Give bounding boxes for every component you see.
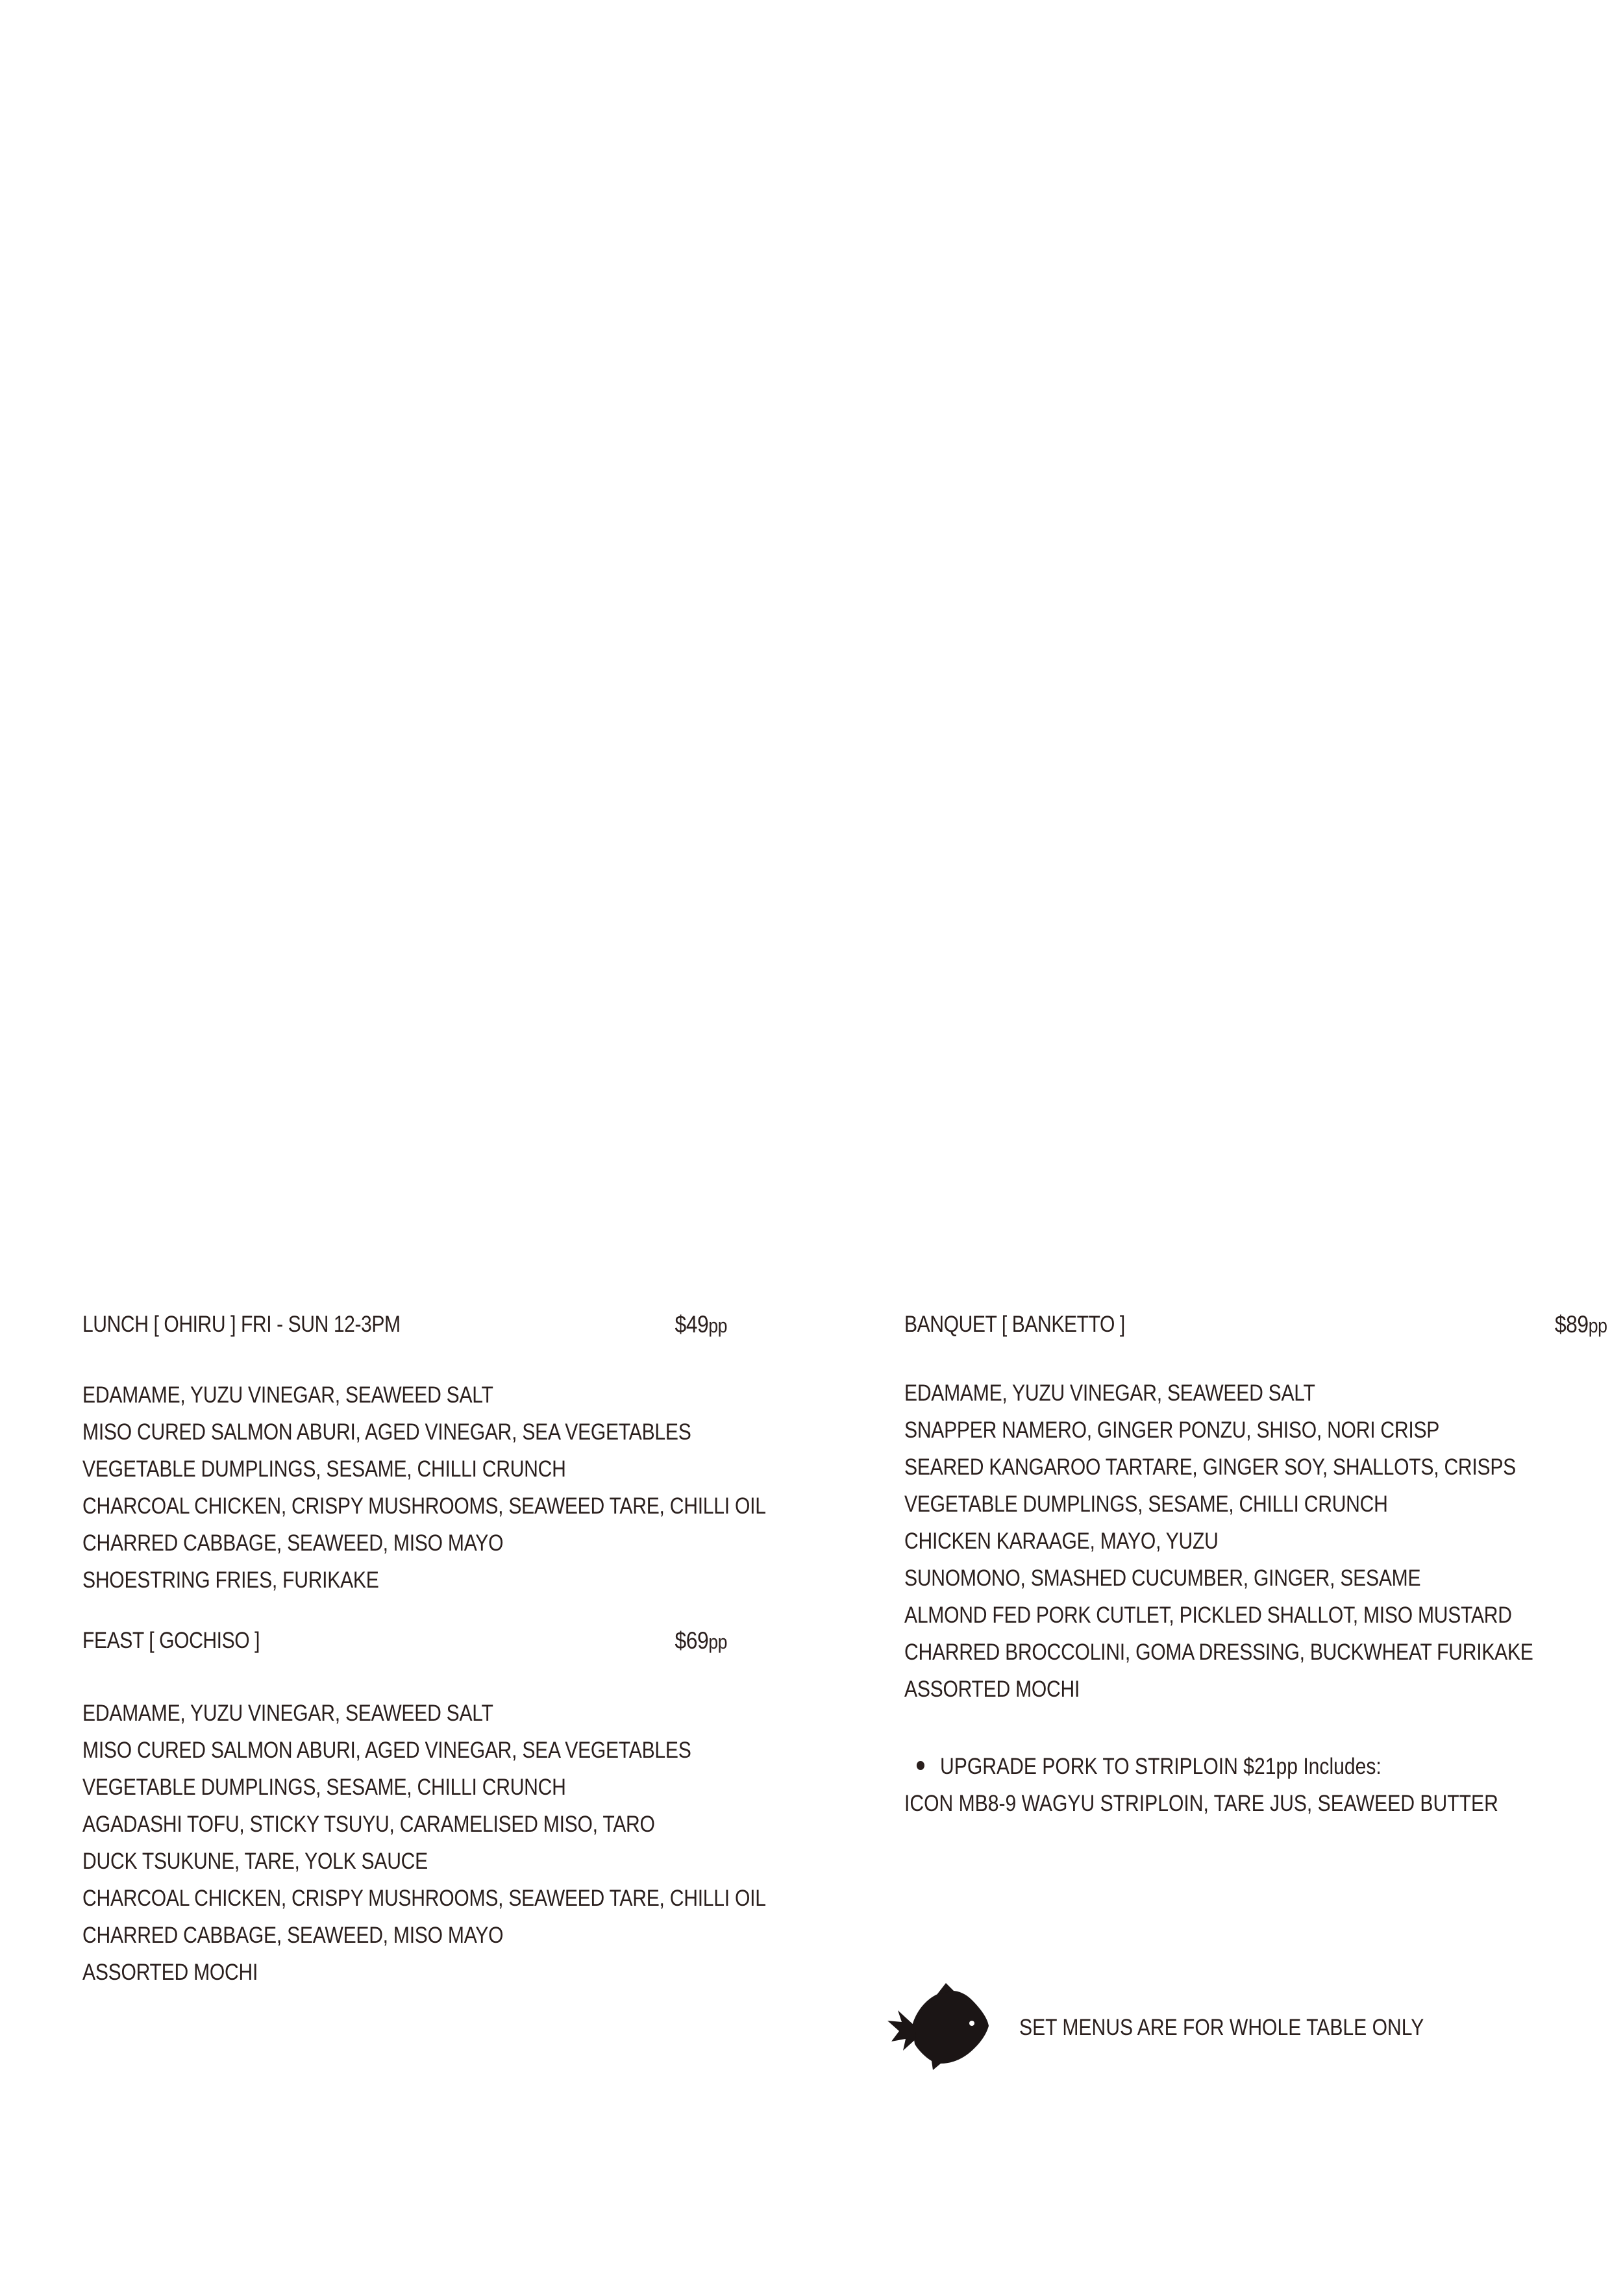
menu-item: CHARRED CABBAGE, SEAWEED, MISO MAYO xyxy=(82,1530,504,1556)
feast-header xyxy=(82,1618,728,1664)
menu-item: DUCK TSUKUNE, TARE, YOLK SAUCE xyxy=(82,1849,428,1874)
left-column xyxy=(82,1302,777,1991)
bullet-icon xyxy=(917,1761,924,1770)
footer-text: SET MENUS ARE FOR WHOLE TABLE ONLY xyxy=(1019,2015,1424,2040)
menu-item: MISO CURED SALMON ABURI, AGED VINEGAR, SEA VEGETABLES xyxy=(82,1419,691,1445)
feast-title: FEAST [ GOCHISO ] xyxy=(82,1628,260,1653)
menu-item: SNAPPER NAMERO, GINGER PONZU, SHISO, NORI CRISP xyxy=(904,1417,1440,1443)
menu-item: ASSORTED MOCHI xyxy=(904,1677,1080,1702)
lunch-price-unit: pp xyxy=(708,1314,728,1337)
menu-item: MISO CURED SALMON ABURI, AGED VINEGAR, SEA VEGETABLES xyxy=(82,1738,691,1763)
feast-menu-section xyxy=(82,1618,777,1991)
lunch-price xyxy=(675,1302,727,1349)
right-column xyxy=(904,1302,1607,1822)
menu-item: EDAMAME, YUZU VINEGAR, SEAWEED SALT xyxy=(82,1701,493,1726)
banquet-menu-section xyxy=(904,1302,1607,1822)
banquet-price-amount: $89 xyxy=(1554,1311,1589,1338)
banquet-price-unit: pp xyxy=(1588,1314,1607,1337)
banquet-items-list xyxy=(904,1375,1557,1708)
menu-item: VEGETABLE DUMPLINGS, SESAME, CHILLI CRUNCH xyxy=(904,1491,1388,1517)
menu-item: VEGETABLE DUMPLINGS, SESAME, CHILLI CRUNCH xyxy=(82,1775,566,1800)
upgrade-detail: ICON MB8-9 WAGYU STRIPLOIN, TARE JUS, SEAWEED BUTTER xyxy=(904,1791,1498,1816)
menu-item: CHICKEN KARAAGE, MAYO, YUZU xyxy=(904,1529,1219,1554)
menu-item: SUNOMONO, SMASHED CUCUMBER, GINGER, SESAME xyxy=(904,1566,1421,1591)
banquet-price xyxy=(1555,1302,1607,1349)
menu-item: EDAMAME, YUZU VINEGAR, SEAWEED SALT xyxy=(904,1380,1315,1406)
menu-item: VEGETABLE DUMPLINGS, SESAME, CHILLI CRUNCH xyxy=(82,1456,566,1482)
banquet-header xyxy=(904,1302,1607,1347)
lunch-header xyxy=(82,1302,728,1347)
upgrade-label: UPGRADE PORK TO STRIPLOIN $21pp Includes: xyxy=(940,1754,1381,1779)
feast-items-list xyxy=(82,1695,777,1991)
lunch-menu-section xyxy=(82,1302,777,1599)
upgrade-note xyxy=(904,1748,1557,1822)
menu-item: SEARED KANGAROO TARTARE, GINGER SOY, SHALLOTS, CRISPS xyxy=(904,1454,1516,1480)
feast-price-unit: pp xyxy=(708,1630,728,1653)
menu-item: CHARRED BROCCOLINI, GOMA DRESSING, BUCKWHEAT FURIKAKE xyxy=(904,1640,1533,1665)
menu-item: AGADASHI TOFU, STICKY TSUYU, CARAMELISED MISO, TARO xyxy=(82,1812,655,1837)
menu-item: CHARCOAL CHICKEN, CRISPY MUSHROOMS, SEAWEED TARE, CHILLI OIL xyxy=(82,1493,766,1519)
lunch-items-list xyxy=(82,1377,777,1599)
footer-note xyxy=(886,1980,1600,2078)
upgrade-bullet-line xyxy=(904,1748,1465,1785)
lunch-title: LUNCH [ OHIRU ] FRI - SUN 12-3PM xyxy=(82,1312,401,1337)
menu-item: ASSORTED MOCHI xyxy=(82,1960,258,1985)
menu-item: CHARRED CABBAGE, SEAWEED, MISO MAYO xyxy=(82,1923,504,1948)
lunch-price-amount: $49 xyxy=(675,1311,709,1338)
fish-icon xyxy=(886,1980,990,2071)
banquet-title: BANQUET [ BANKETTO ] xyxy=(904,1312,1125,1337)
menu-item: SHOESTRING FRIES, FURIKAKE xyxy=(82,1567,379,1593)
menu-item: ALMOND FED PORK CUTLET, PICKLED SHALLOT, MISO MUSTARD xyxy=(904,1603,1512,1628)
feast-price-amount: $69 xyxy=(675,1627,709,1654)
feast-price xyxy=(675,1618,727,1665)
menu-item: EDAMAME, YUZU VINEGAR, SEAWEED SALT xyxy=(82,1382,493,1408)
menu-item: CHARCOAL CHICKEN, CRISPY MUSHROOMS, SEAWEED TARE, CHILLI OIL xyxy=(82,1886,766,1911)
